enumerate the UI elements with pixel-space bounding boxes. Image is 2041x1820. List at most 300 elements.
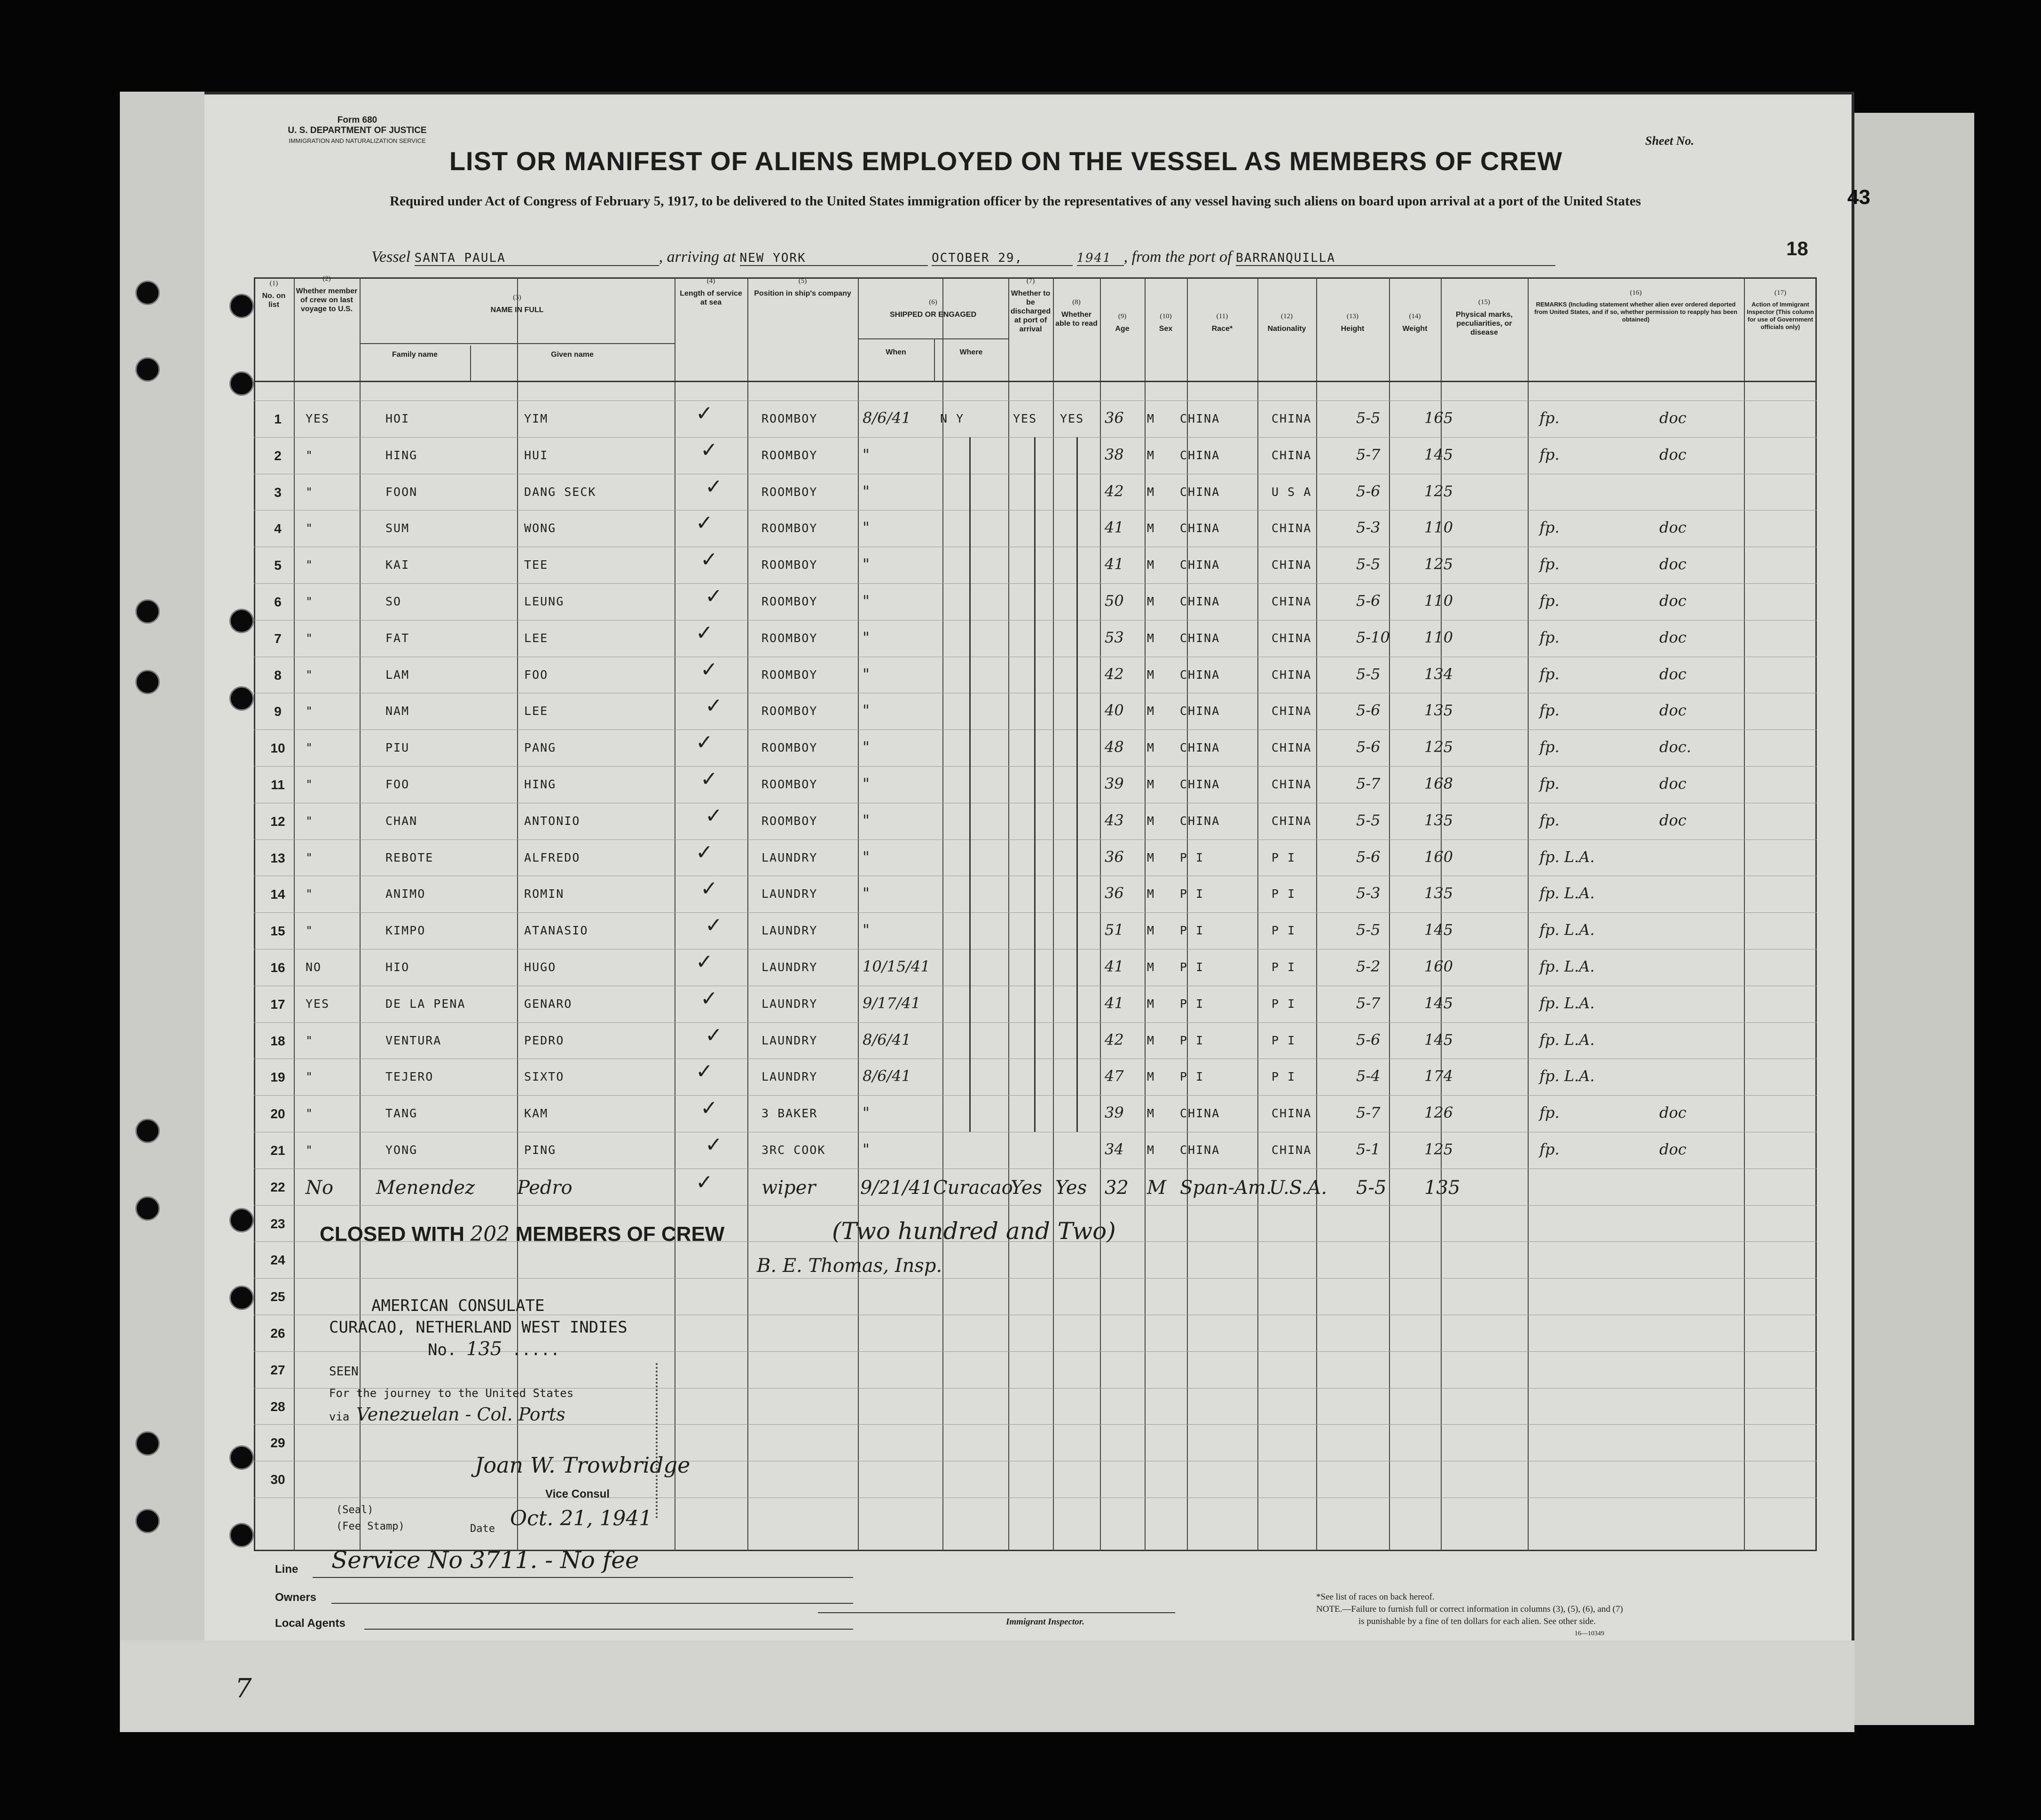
position-cell: ROOMBOY — [761, 777, 818, 791]
height-cell: 5-6 — [1356, 482, 1381, 500]
family-name-cell: KIMPO — [385, 924, 426, 938]
shipped-when-cell: " — [863, 592, 870, 610]
position-cell: ROOMBOY — [761, 704, 818, 718]
row-number: 29 — [270, 1436, 285, 1451]
col-height: Height — [1341, 325, 1365, 333]
remarks-cell: fp. L.A. — [1539, 994, 1595, 1012]
shipped-when-cell: " — [863, 775, 870, 792]
column-rule — [747, 277, 748, 1551]
weight-cell: 160 — [1424, 847, 1453, 866]
read-cell-22: Yes — [1055, 1177, 1087, 1199]
seen-label: SEEN — [329, 1365, 359, 1379]
given-cell-22: Pedro — [517, 1177, 573, 1199]
footnote — [1316, 1591, 1623, 1640]
sex-cell: M — [1147, 704, 1155, 718]
column-rule — [1145, 277, 1146, 1551]
col-discharged: Whether to be discharged at port of arrival — [1010, 290, 1051, 333]
read-ditto-line — [1076, 437, 1078, 1132]
print-code: 16—10349 — [1574, 1630, 1604, 1637]
member-last-voyage-cell: YES — [306, 996, 330, 1011]
age-cell: 40 — [1105, 701, 1124, 720]
family-name-cell: FOO — [385, 777, 410, 791]
member-last-voyage-cell: " — [306, 1033, 314, 1047]
col-nationality: Nationality — [1267, 325, 1306, 333]
row-number: 28 — [270, 1399, 285, 1414]
row-number: 18 — [270, 1033, 285, 1048]
shipped-when-cell: " — [863, 482, 870, 500]
remarks-extra-cell: doc — [1659, 665, 1687, 683]
row-number: 7 — [274, 631, 282, 646]
nationality-cell: CHINA — [1272, 558, 1312, 572]
binder-hole — [229, 1445, 254, 1470]
shipped-when-cell: " — [863, 1104, 870, 1122]
col-nationality-number: (12) — [1281, 313, 1293, 320]
binder-hole — [135, 670, 160, 694]
agents-rule — [364, 1629, 853, 1630]
position-cell: ROOMBOY — [761, 741, 818, 755]
member-last-voyage-cell: " — [306, 924, 314, 938]
race-cell: CHINA — [1180, 704, 1220, 718]
race-cell: P I — [1180, 1070, 1204, 1084]
age-cell: 42 — [1105, 1030, 1124, 1049]
row-number: 30 — [270, 1472, 285, 1487]
line-label: Line — [275, 1563, 298, 1576]
shipped-when-cell: " — [863, 555, 870, 573]
remarks-extra-cell: doc — [1659, 811, 1687, 829]
via-route: Venezuelan - Col. Ports — [356, 1404, 565, 1425]
position-cell: ROOMBOY — [761, 631, 818, 645]
family-name-cell: TANG — [385, 1106, 418, 1121]
checkmark-icon: ✓ — [696, 840, 713, 864]
height-cell: 5-7 — [1356, 1104, 1381, 1122]
column-rule — [294, 277, 295, 1551]
remarks-cell: fp. L.A. — [1539, 1067, 1595, 1085]
age-cell: 48 — [1105, 738, 1124, 756]
age-cell: 36 — [1105, 884, 1124, 902]
form-service: IMMIGRATION AND NATURALIZATION SERVICE — [289, 137, 426, 144]
remarks-cell: fp. — [1539, 409, 1560, 427]
discharged-ditto-line — [1034, 437, 1036, 1132]
sex-cell: M — [1147, 485, 1155, 499]
consulate-location: CURACAO, NETHERLAND WEST INDIES — [329, 1318, 628, 1337]
column-rule — [1008, 277, 1009, 1551]
remarks-extra-cell: doc — [1659, 628, 1687, 646]
sex-cell: M — [1147, 1070, 1155, 1084]
given-name-cell: LEE — [524, 704, 549, 718]
binder-hole — [135, 1119, 160, 1143]
col-no: No. on list — [262, 292, 286, 309]
member-last-voyage-cell: " — [306, 704, 314, 718]
crew-total-words: (Two hundred and Two) — [832, 1217, 1116, 1245]
age-cell: 42 — [1105, 482, 1124, 500]
given-name-cell: KAM — [524, 1106, 549, 1121]
col-position-number: (5) — [798, 277, 807, 285]
shipped-subheader-rule — [858, 338, 1008, 339]
family-name-cell: LAM — [385, 667, 410, 682]
shipped-when-cell: 10/15/41 — [863, 957, 930, 975]
shipped-when-cell: " — [863, 738, 870, 756]
height-cell: 5-5 — [1356, 921, 1381, 939]
when-cell-22: 9/21/41 — [860, 1177, 933, 1199]
col-discharged-number: (7) — [1026, 277, 1035, 285]
nationality-cell: P I — [1272, 924, 1296, 938]
corner-number: 18 — [1786, 237, 1808, 259]
race-cell: CHINA — [1180, 741, 1220, 755]
height-cell: 5-7 — [1356, 994, 1381, 1012]
weight-cell: 125 — [1424, 555, 1453, 573]
race-cell: CHINA — [1180, 595, 1220, 608]
row-rule — [254, 1278, 1817, 1279]
age-cell: 36 — [1105, 409, 1124, 427]
col-member-last-voyage-number: (2) — [322, 275, 331, 282]
age-cell: 34 — [1105, 1140, 1124, 1158]
column-rule — [1528, 277, 1529, 1551]
given-name-cell: HING — [524, 777, 557, 791]
col-length-service: Length of service at sea — [680, 290, 742, 306]
given-name-cell: ANTONIO — [524, 814, 581, 828]
row-rule — [254, 400, 1817, 401]
nationality-cell: CHINA — [1272, 777, 1312, 791]
shipped-when-cell: 8/6/41 — [863, 409, 911, 427]
member-last-voyage-cell: " — [306, 558, 314, 572]
binder-hole — [229, 1208, 254, 1232]
member-last-voyage-cell: " — [306, 631, 314, 645]
vessel-label: Vessel — [371, 248, 411, 266]
row-number: 21 — [270, 1143, 285, 1158]
col-when: When — [886, 348, 906, 356]
position-cell: ROOMBOY — [761, 448, 818, 462]
member-last-voyage-cell: " — [306, 448, 314, 462]
margin-number: 43 — [1847, 186, 1870, 209]
row-number: 23 — [270, 1216, 285, 1231]
family-name-cell: FAT — [385, 631, 410, 645]
binder-hole — [135, 1509, 160, 1533]
remarks-cell: fp. — [1539, 628, 1560, 646]
given-name-cell: LEE — [524, 631, 549, 645]
position-cell: ROOMBOY — [761, 558, 818, 572]
member-last-voyage-cell: " — [306, 887, 314, 901]
given-name-cell: TEE — [524, 558, 549, 572]
arrival-year: 1941 — [1077, 251, 1124, 266]
able-to-read-cell: YES — [1060, 412, 1084, 425]
paper-edge — [1852, 113, 1974, 1725]
date-label: Date — [470, 1523, 495, 1535]
remarks-extra-cell: doc — [1659, 1140, 1687, 1158]
consulate-stamp: AMERICAN CONSULATE CURACAO, NETHERLAND WEST INDIES No. 135 ..... SEEN For the journey to the United States via Venezuelan - Col. Ports — [329, 1295, 628, 1428]
consul-signature: Joan W. Trowbridge — [475, 1452, 691, 1478]
remarks-cell: fp. — [1539, 1140, 1560, 1158]
member-last-voyage-cell: " — [306, 777, 314, 791]
col-length-service-number: (4) — [706, 277, 715, 285]
sex-cell: M — [1147, 741, 1155, 755]
given-name-cell: ALFREDO — [524, 850, 581, 864]
shipped-when-cell: " — [863, 701, 870, 720]
height-cell: 5-7 — [1356, 775, 1381, 792]
form-identifier — [263, 115, 451, 146]
checkmark-icon: ✓ — [696, 950, 713, 974]
col-no-number: (1) — [269, 280, 278, 287]
row-number: 22 — [270, 1179, 285, 1194]
age-cell: 53 — [1105, 628, 1124, 646]
row-number: 2 — [274, 448, 282, 463]
sex-cell: M — [1147, 960, 1155, 974]
age-cell: 41 — [1105, 555, 1124, 573]
footnote-races: *See list of races on back hereof. — [1316, 1592, 1435, 1602]
member-last-voyage-cell: " — [306, 667, 314, 682]
checkmark-icon: ✓ — [696, 511, 713, 535]
nationality-cell: CHINA — [1272, 814, 1312, 828]
row-number: 16 — [270, 960, 285, 975]
remarks-extra-cell: doc — [1659, 409, 1687, 427]
vessel-name: SANTA PAULA — [415, 251, 659, 266]
weight-cell: 145 — [1424, 921, 1453, 939]
closed-statement — [320, 1222, 724, 1246]
closed-suffix: MEMBERS OF CREW — [515, 1223, 725, 1246]
binder-hole — [135, 281, 160, 305]
nat-cell-22: U.S.A. — [1269, 1177, 1327, 1199]
member-last-voyage-cell: YES — [306, 412, 330, 425]
remarks-cell: fp. — [1539, 775, 1560, 792]
position-cell: LAUNDRY — [761, 850, 818, 864]
height-cell: 5-2 — [1356, 957, 1381, 975]
family-name-cell: HOI — [385, 412, 410, 425]
crew-total: 202 — [470, 1222, 510, 1246]
family-name-cell: DE LA PENA — [385, 996, 466, 1011]
sex-cell: M — [1147, 1106, 1155, 1121]
member-last-voyage-cell: " — [306, 1143, 314, 1157]
race-cell: CHINA — [1180, 558, 1220, 572]
consulate-date: Oct. 21, 1941 — [510, 1506, 652, 1530]
remarks-cell: fp. L.A. — [1539, 957, 1595, 975]
height-cell: 5-6 — [1356, 738, 1381, 756]
sheet-number-label: Sheet No. — [1645, 134, 1694, 148]
col-race: Race* — [1211, 325, 1233, 333]
position-cell: 3RC COOK — [761, 1143, 826, 1157]
remarks-extra-cell: doc — [1659, 445, 1687, 463]
shipped-when-cell: " — [863, 921, 870, 939]
shipped-when-cell: " — [863, 628, 870, 646]
weight-cell: 160 — [1424, 957, 1453, 975]
name-subheader-rule — [360, 343, 675, 344]
family-name-cell: HIO — [385, 960, 410, 974]
row-number: 5 — [274, 558, 282, 573]
stamp-number-label: No. — [428, 1341, 457, 1359]
sex-cell: M — [1147, 448, 1155, 462]
nationality-cell: P I — [1272, 887, 1296, 901]
name-split-rule — [470, 345, 471, 381]
header-bottom-rule — [254, 381, 1817, 382]
remarks-cell: fp. — [1539, 518, 1560, 537]
height-cell: 5-10 — [1356, 628, 1390, 646]
age-cell: 39 — [1105, 775, 1124, 792]
row-number: 27 — [270, 1362, 285, 1377]
col-able-read-number: (8) — [1072, 298, 1081, 306]
remarks-extra-cell: doc — [1659, 518, 1687, 537]
weight-cell: 145 — [1424, 1030, 1453, 1049]
family-name-cell: CHAN — [385, 814, 418, 828]
sex-cell: M — [1147, 412, 1155, 425]
remarks-extra-cell: doc — [1659, 555, 1687, 573]
sex-cell: M — [1147, 558, 1155, 572]
col-able-read: Whether able to read — [1055, 311, 1098, 328]
given-name-cell: PING — [524, 1143, 557, 1157]
family-name-cell: PIU — [385, 741, 410, 755]
race-cell: P I — [1180, 850, 1204, 864]
binder-hole — [229, 371, 254, 396]
position-cell: LAUNDRY — [761, 887, 818, 901]
remarks-extra-cell: doc — [1659, 775, 1687, 792]
race-cell: CHINA — [1180, 412, 1220, 425]
position-cell: LAUNDRY — [761, 1070, 818, 1084]
height-cell: 5-5 — [1356, 409, 1381, 427]
binder-hole — [135, 1196, 160, 1221]
nationality-cell: P I — [1272, 960, 1296, 974]
col-where: Where — [959, 348, 983, 356]
form-number: Form 680 — [337, 115, 377, 125]
from-port-label: , from the port of — [1123, 248, 1232, 266]
sex-cell: M — [1147, 996, 1155, 1011]
checkmark-icon: ✓ — [700, 1096, 718, 1121]
row-number: 26 — [270, 1326, 285, 1341]
given-name-cell: YIM — [524, 412, 549, 425]
family-name-cell: ANIMO — [385, 887, 426, 901]
checkmark-icon: ✓ — [696, 620, 713, 645]
departure-port: BARRANQUILLA — [1236, 251, 1555, 266]
row-number: 11 — [271, 777, 285, 792]
page-mark: 7 — [235, 1673, 252, 1704]
page-subtitle: Required under Act of Congress of February 5, 1917, to be delivered to the United States immigration officer by the representatives of any vessel having such aliens on board upon arrival at a port of the United States — [390, 194, 1641, 209]
local-agents-label: Local Agents — [275, 1617, 345, 1630]
age-cell: 36 — [1105, 847, 1124, 866]
age-cell: 41 — [1105, 994, 1124, 1012]
age-cell: 43 — [1105, 811, 1124, 829]
sex-cell: M — [1147, 814, 1155, 828]
position-cell: ROOMBOY — [761, 667, 818, 682]
remarks-cell: fp. — [1539, 811, 1560, 829]
form-department: U. S. DEPARTMENT OF JUSTICE — [288, 126, 427, 135]
col-given-name: Given name — [551, 351, 594, 359]
position-cell: ROOMBOY — [761, 595, 818, 608]
given-name-cell: ATANASIO — [524, 924, 589, 938]
sex-cell: M — [1147, 595, 1155, 608]
family-name-cell: SUM — [385, 521, 410, 535]
nationality-cell: CHINA — [1272, 741, 1312, 755]
given-name-cell: LEUNG — [524, 595, 565, 608]
vice-consul-label: Vice Consul — [545, 1488, 610, 1500]
family-name-cell: YONG — [385, 1143, 418, 1157]
nationality-cell: CHINA — [1272, 631, 1312, 645]
owners-rule — [331, 1603, 853, 1604]
race-cell: CHINA — [1180, 777, 1220, 791]
shipped-when-cell: " — [863, 665, 870, 683]
col-member-last-voyage: Whether member of crew on last voyage to U.S. — [296, 287, 358, 313]
row-number: 1 — [274, 412, 282, 426]
race-cell-22: Span-Am. — [1180, 1177, 1272, 1199]
col-inspector-action: Action of Immigrant Inspector (This column for use of Government officials only) — [1746, 301, 1814, 330]
col-physical-marks-number: (15) — [1478, 298, 1490, 306]
given-name-cell: ROMIN — [524, 887, 565, 901]
checkmark-icon: ✓ — [705, 1023, 722, 1047]
weight-cell: 135 — [1424, 701, 1453, 720]
pos-cell-22: wiper — [761, 1177, 816, 1199]
family-name-cell: VENTURA — [385, 1033, 442, 1047]
shipped-when-cell: " — [863, 445, 870, 463]
race-cell: CHINA — [1180, 521, 1220, 535]
age-cell: 41 — [1105, 518, 1124, 537]
col-inspector-action-number: (17) — [1774, 289, 1786, 297]
remarks-cell: fp. L.A. — [1539, 1030, 1595, 1049]
member-last-voyage-cell: " — [306, 850, 314, 864]
weight-cell: 125 — [1424, 482, 1453, 500]
sex-cell-22: M — [1147, 1177, 1166, 1199]
family-name-cell: TEJERO — [385, 1070, 434, 1084]
arriving-label: , arriving at — [659, 248, 736, 266]
remarks-extra-cell: doc — [1659, 1104, 1687, 1122]
shipped-when-cell: " — [863, 1140, 870, 1158]
row-number: 15 — [270, 924, 285, 939]
nationality-cell: CHINA — [1272, 1106, 1312, 1121]
remarks-cell: fp. — [1539, 555, 1560, 573]
row-number: 25 — [270, 1289, 285, 1304]
binder-hole — [229, 1286, 254, 1310]
checkmark-icon: ✓ — [705, 694, 722, 718]
where-ditto-line — [969, 437, 971, 1132]
checkmark-icon: ✓ — [696, 401, 713, 425]
remarks-cell: fp. L.A. — [1539, 884, 1595, 902]
arrival-port: NEW YORK — [740, 251, 928, 266]
member-last-voyage-cell: " — [306, 521, 314, 535]
nationality-cell: CHINA — [1272, 595, 1312, 608]
position-cell: LAUNDRY — [761, 960, 818, 974]
weight-cell: 125 — [1424, 1140, 1453, 1158]
checkmark-icon: ✓ — [700, 657, 718, 682]
vessel-line — [371, 248, 1555, 266]
given-name-cell: GENARO — [524, 996, 573, 1011]
binding-margin — [120, 92, 204, 1732]
col-name-in-full-number: (3) — [513, 294, 521, 301]
race-cell: P I — [1180, 924, 1204, 938]
prev-cell-22: No — [306, 1177, 334, 1199]
row-number: 13 — [270, 850, 285, 865]
page-title: LIST OR MANIFEST OF ALIENS EMPLOYED ON THE VESSEL AS MEMBERS OF CREW — [449, 146, 1563, 176]
age-cell: 42 — [1105, 665, 1124, 683]
where-cell-22: Curacao — [933, 1177, 1013, 1199]
family-name-cell: REBOTE — [385, 850, 434, 864]
remarks-cell: fp. — [1539, 665, 1560, 683]
remarks-extra-cell: doc — [1659, 701, 1687, 720]
position-cell: ROOMBOY — [761, 412, 818, 425]
footnote-penalty-cont: is punishable by a fine of ten dollars for each alien. See other side. — [1358, 1616, 1596, 1626]
nationality-cell: CHINA — [1272, 704, 1312, 718]
arrival-date: OCTOBER 29, — [932, 251, 1073, 266]
member-last-voyage-cell: " — [306, 814, 314, 828]
height-cell: 5-7 — [1356, 445, 1381, 463]
given-name-cell: HUI — [524, 448, 549, 462]
col-position: Position in ship's company — [754, 290, 851, 298]
row-number: 17 — [270, 996, 285, 1012]
column-rule — [858, 277, 859, 1551]
sex-cell: M — [1147, 1143, 1155, 1157]
checkmark-icon: ✓ — [700, 548, 718, 572]
immigrant-inspector-label: Immigrant Inspector. — [1006, 1617, 1084, 1627]
position-cell: LAUNDRY — [761, 924, 818, 938]
seal-label: (Seal) — [336, 1504, 374, 1516]
column-rule — [1100, 277, 1101, 1551]
given-name-cell: DANG SECK — [524, 485, 597, 499]
remarks-cell: fp. — [1539, 1104, 1560, 1122]
checkmark-icon: ✓ — [705, 1133, 722, 1157]
inspector-rule — [818, 1612, 1175, 1613]
